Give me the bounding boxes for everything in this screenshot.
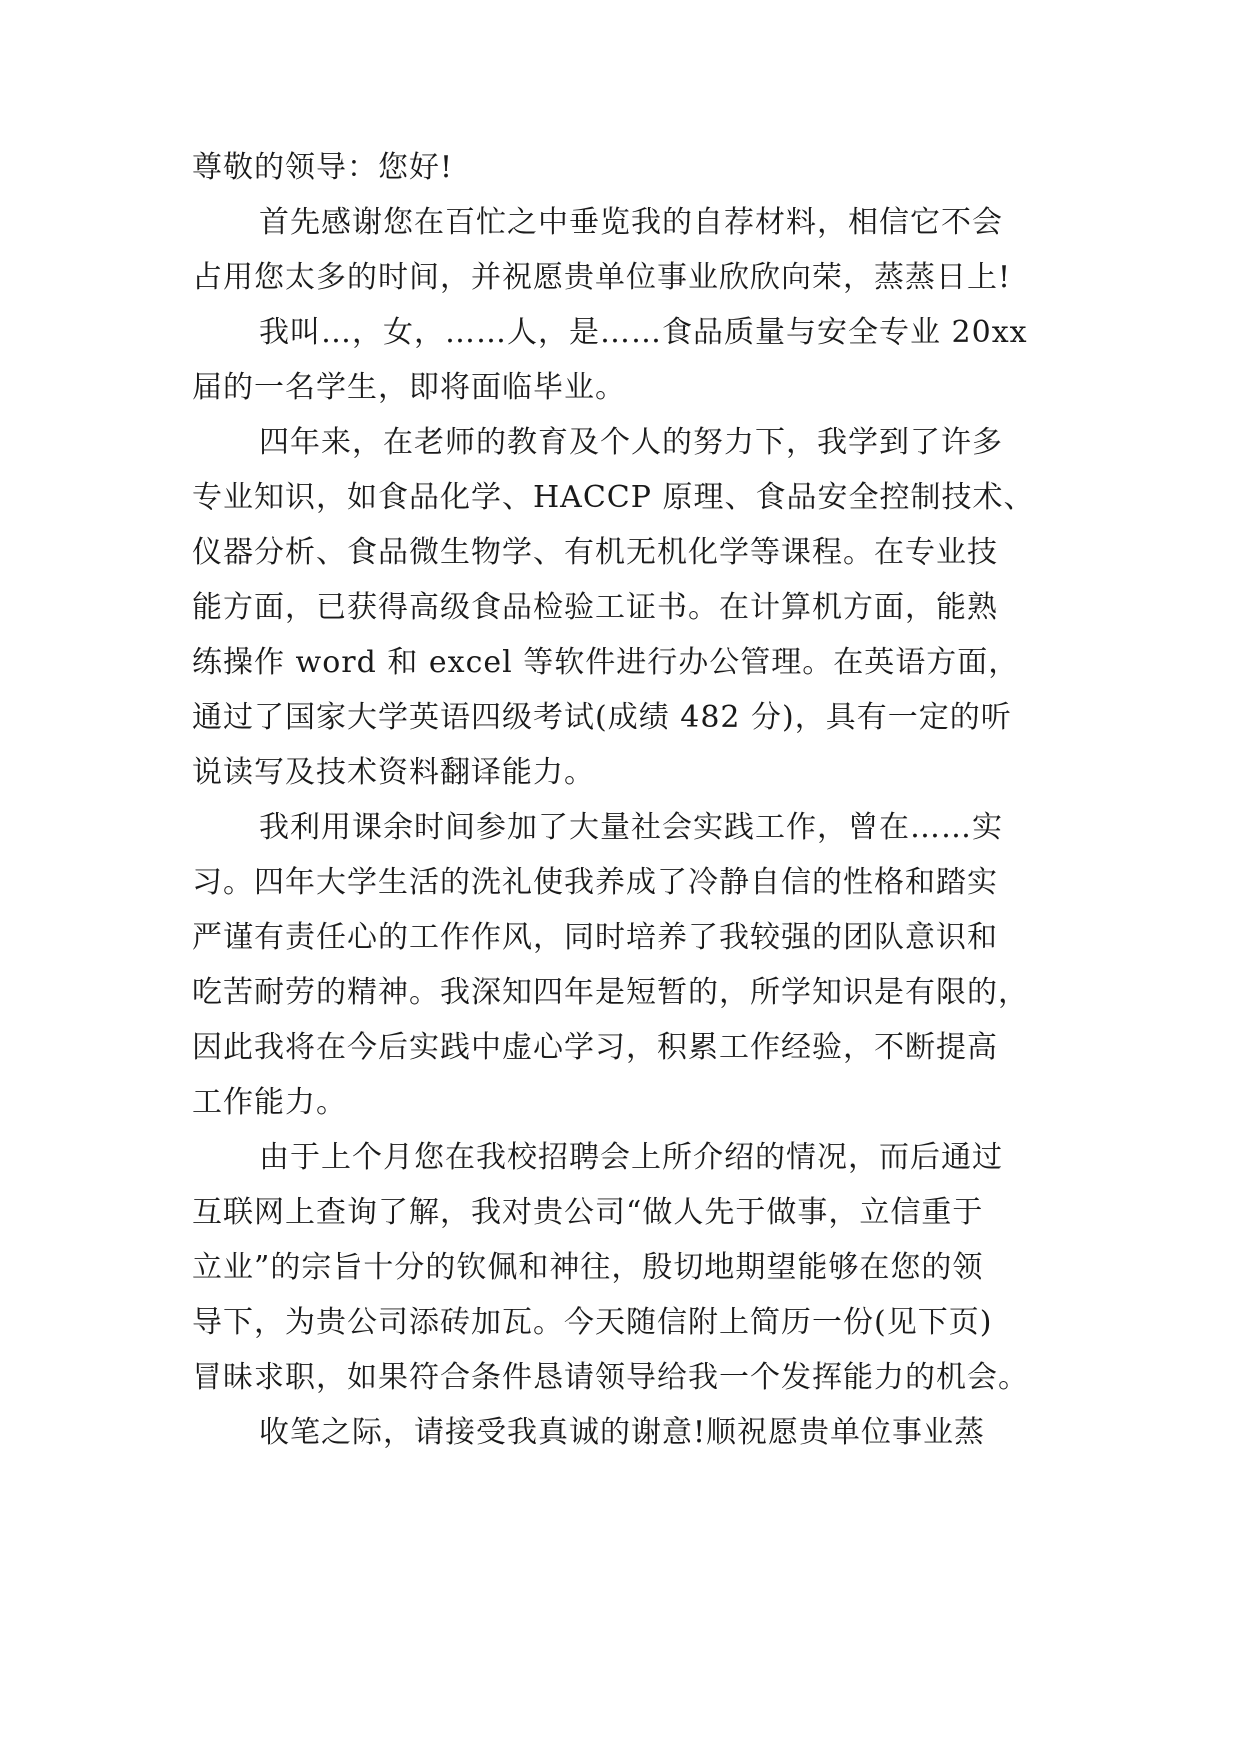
paragraph-5-line-1: 由于上个月您在我校招聘会上所介绍的情况，而后通过 [259,1140,1003,1175]
paragraph-4-line-2: 习。四年大学生活的洗礼使我养成了冷静自信的性格和踏实 [192,865,998,900]
salutation: 尊敬的领导：您好! [192,150,454,185]
paragraph-1-line-2: 占用您太多的时间，并祝愿贵单位事业欣欣向荣，蒸蒸日上! [192,260,1012,295]
paragraph-3-line-7: 说读写及技术资料翻译能力。 [192,755,595,790]
paragraph-2-line-2: 届的一名学生，即将面临毕业。 [192,370,626,405]
paragraph-5-line-5: 冒昧求职，如果符合条件恳请领导给我一个发挥能力的机会。 [192,1360,1029,1395]
paragraph-5-line-2: 互联网上查询了解，我对贵公司“做人先于做事，立信重于 [192,1195,984,1230]
paragraph-3-line-2: 专业知识，如食品化学、HACCP 原理、食品安全控制技术、 [192,480,1035,515]
paragraph-4-line-1: 我利用课余时间参加了大量社会实践工作，曾在……实 [259,810,1003,845]
paragraph-4-line-5: 因此我将在今后实践中虚心学习，积累工作经验，不断提高 [192,1030,998,1065]
paragraph-3-line-4: 能方面，已获得高级食品检验工证书。在计算机方面，能熟 [192,590,998,625]
paragraph-5-line-4: 导下，为贵公司添砖加瓦。今天随信附上简历一份(见下页) [192,1305,993,1340]
paragraph-1-line-1: 首先感谢您在百忙之中垂览我的自荐材料，相信它不会 [259,205,1003,240]
paragraph-4-line-3: 严谨有责任心的工作作风，同时培养了我较强的团队意识和 [192,920,998,955]
paragraph-3-line-1: 四年来，在老师的教育及个人的努力下，我学到了许多 [259,425,1003,460]
paragraph-4-line-4: 吃苦耐劳的精神。我深知四年是短暂的，所学知识是有限的， [192,975,1029,1010]
paragraph-4-line-6: 工作能力。 [192,1085,347,1120]
paragraph-3-line-5: 练操作 word 和 excel 等软件进行办公管理。在英语方面， [192,645,1020,680]
paragraph-6-line-1: 收笔之际，请接受我真诚的谢意!顺祝愿贵单位事业蒸 [259,1415,986,1450]
paragraph-5-line-3: 立业”的宗旨十分的钦佩和神往，殷切地期望能够在您的领 [192,1250,984,1285]
paragraph-3-line-6: 通过了国家大学英语四级考试(成绩 482 分)，具有一定的听 [192,700,1012,735]
paragraph-2-line-1: 我叫…，女，……人，是……食品质量与安全专业 20xx [259,315,1028,350]
paragraph-3-line-3: 仪器分析、食品微生物学、有机无机化学等课程。在专业技 [192,535,998,570]
